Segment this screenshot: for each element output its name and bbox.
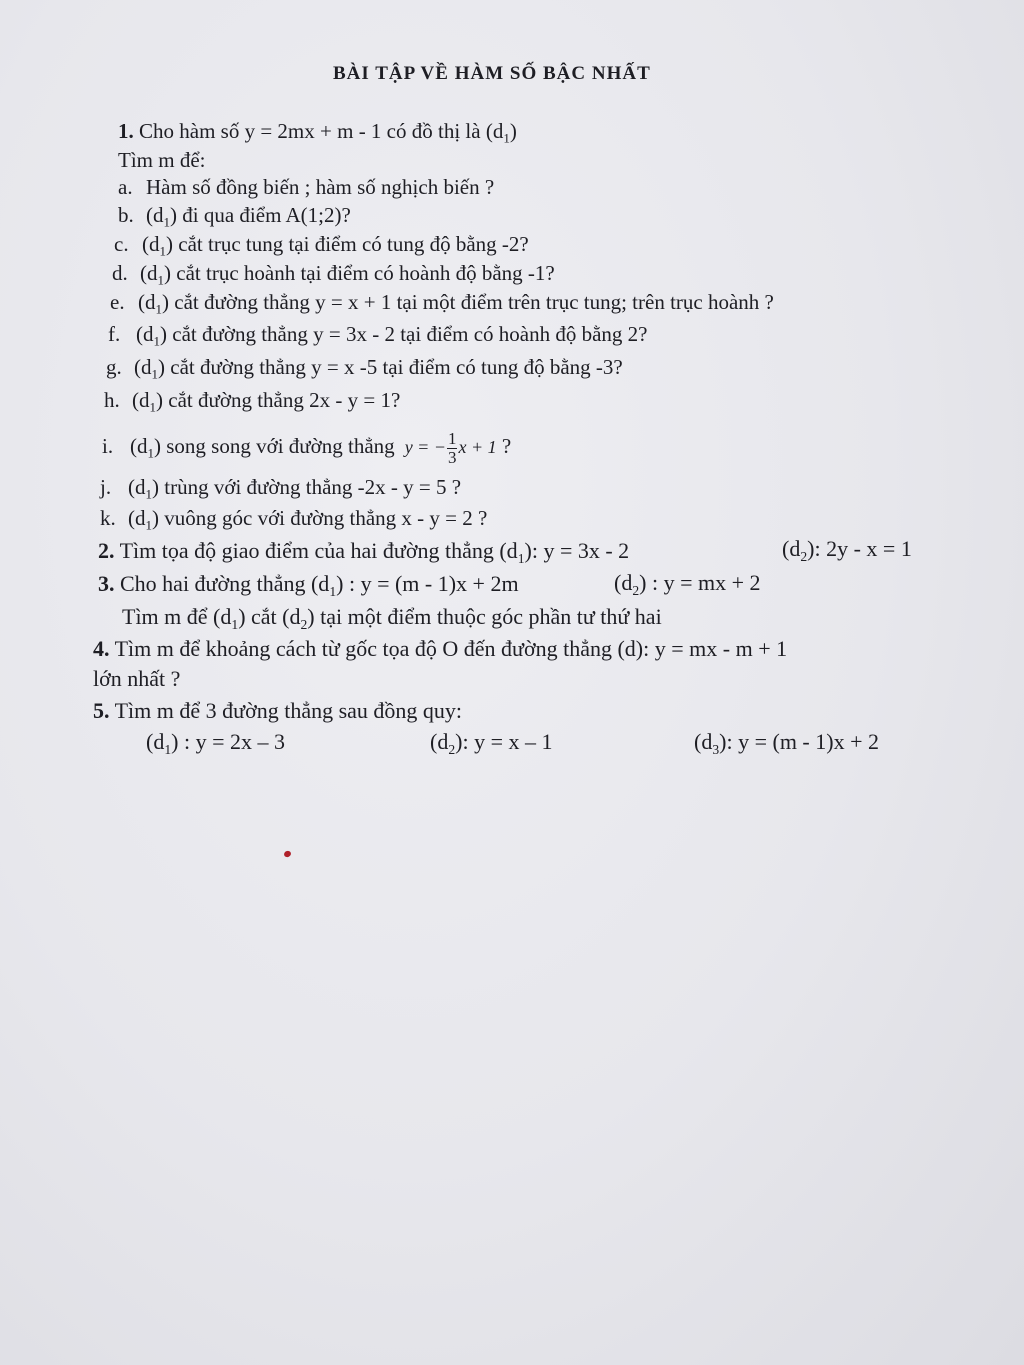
q1-item [104,388,401,415]
q5-d1-sub: 1 [164,741,172,757]
q1-item-text: ) cắt đường thẳng y = 3x - 2 tại điểm có hoành độ bằng 2? [160,322,648,346]
page-title: BÀI TẬP VỀ HÀM SỐ BẬC NHẤT [333,63,651,84]
q3-line2-b: ) cắt (d [238,604,301,629]
q1-item-math-prefix: y = − [404,437,446,458]
q5-text: Tìm m để 3 đường thẳng sau đồng quy: [114,698,463,723]
q3-d2-pre: (d [614,570,633,595]
q3-line2-c: ) tại một điểm thuộc góc phần tư thứ hai [307,604,662,629]
q3-d2-post: ) : y = mx + 2 [639,570,761,595]
q2-text: Tìm tọa độ giao điểm của hai đường thẳng (d [119,538,518,563]
q1-item-label: h. [104,388,120,412]
q1-item-label: a. [118,175,133,199]
q1-item-text: ) vuông góc với đường thẳng x - y = 2 ? [152,506,488,530]
q1-item-d-sub: 1 [159,243,167,259]
q3-line2-sub1: 1 [231,616,239,632]
q1-item [108,322,648,349]
q1-item [102,430,511,467]
q1-item-d-sub: 1 [145,486,153,502]
q1-item-d-prefix: (d [132,388,150,412]
q3-d2 [614,570,761,598]
q1-item-label: g. [106,355,122,379]
q1-item-text: ) cắt đường thẳng y = x + 1 tại một điểm trên trục tung; trên trục hoành ? [162,290,774,314]
q2-d2-post: ): 2y - x = 1 [807,536,912,561]
q1-stem-close: ) [509,119,517,143]
q5-d3-sub: 3 [712,741,720,757]
q5-d2-post: ): y = x – 1 [455,729,553,754]
q1-find: Tìm m để: [118,148,206,172]
q5-d1-pre: (d [146,729,165,754]
q1-item [106,355,623,382]
q1-item [118,177,494,198]
q1-item-label: i. [102,434,114,459]
q1-item-d-prefix: (d [128,506,146,530]
q1-item-d-prefix: (d [134,355,152,379]
q3-text-b: ) : y = (m - 1)x + 2m [336,571,519,596]
q1-item-d-sub: 1 [149,399,157,415]
q2-text-b: ): y = 3x - 2 [524,538,630,563]
q1-item [100,506,488,533]
q1-item-d-prefix: (d [140,261,158,285]
q3-d2-sub: 2 [632,582,640,598]
q1-stem-text: Cho hàm số y = 2mx + m - 1 có đồ thị là (d [139,119,504,143]
q1-item [114,232,529,259]
q3-line2-a: Tìm m để (d [122,604,232,629]
q3-number: 3. [98,571,115,596]
q1-item-text: ) cắt đường thẳng 2x - y = 1? [156,388,401,412]
q1-item-d-sub: 1 [145,517,153,533]
q1-item [110,290,774,317]
q5-d1 [146,729,285,757]
q3-text: Cho hai đường thẳng (d [120,571,330,596]
q1-item-label: c. [114,232,129,256]
q3-sub1: 1 [329,583,337,599]
q1-item-math-suffix: x + 1 [458,437,497,458]
q4-line2: lớn nhất ? [93,666,181,691]
q1-item-d-sub: 1 [157,272,165,288]
q1-stem-sub: 1 [503,130,510,146]
q2-line [98,538,630,566]
q1-number: 1. [118,119,134,143]
q1-item-d-prefix: (d [146,203,164,227]
q1-item-d-sub: 1 [153,333,161,349]
fraction-numerator: 1 [447,429,457,448]
q2-d2-pre: (d [782,536,801,561]
q2-d2-sub: 2 [800,548,808,564]
q2-d2 [782,536,912,564]
q1-item-label: j. [100,475,112,499]
q1-item-d-sub: 1 [151,366,159,382]
q5-d3 [694,729,879,757]
q1-item-text: ) cắt trục hoành tại điểm có hoành độ bằng -1? [164,261,555,285]
q1-item-d-prefix: (d [138,290,156,314]
q1-item-label: f. [108,322,121,346]
q1-item-label: d. [112,261,128,285]
q3-line2-sub2: 2 [300,616,308,632]
q5-d3-post: ): y = (m - 1)x + 2 [719,729,879,754]
q5-d3-pre: (d [694,729,713,754]
q1-stem [118,119,517,146]
q1-item-text: ) song song với đường thẳng [154,434,395,459]
q1-item-d-prefix: (d [136,322,154,346]
q5-line [93,700,462,722]
q1-item-d-sub: 1 [147,445,155,461]
fraction [447,430,458,467]
q1-item-text: ) cắt trục tung tại điểm có tung độ bằng -2? [166,232,529,256]
q1-item-d-sub: 1 [155,301,163,317]
q1-item-label: b. [118,203,134,227]
q5-d2-pre: (d [430,729,449,754]
q1-item [118,203,351,230]
q4-number: 4. [93,636,110,661]
q3-line [98,571,519,599]
q4-text: Tìm m để khoảng cách từ gốc tọa độ O đến đường thẳng (d): y = mx - m + 1 [114,636,788,661]
q1-item-d-sub: 1 [163,214,171,230]
q5-number: 5. [93,698,110,723]
q1-item [112,261,555,288]
q2-number: 2. [98,538,115,563]
q1-item-label: e. [110,290,125,314]
q1-item-text: Hàm số đồng biến ; hàm số nghịch biến ? [146,175,495,199]
q1-item-d-prefix: (d [128,475,146,499]
q5-d2-sub: 2 [448,741,456,757]
q5-d2 [430,729,553,757]
q2-sub1: 1 [517,550,525,566]
fraction-denominator: 3 [447,447,457,467]
q3-line2 [122,604,662,632]
q1-item-d-prefix: (d [130,434,148,459]
q1-item-text: ) cắt đường thẳng y = x -5 tại điểm có tung độ bằng -3? [158,355,623,379]
q5-d1-post: ) : y = 2x – 3 [171,729,285,754]
q1-item-label: k. [100,506,116,530]
q1-item-tail: ? [496,434,512,459]
q4-line [93,638,787,660]
q1-item-text: ) trùng với đường thẳng -2x - y = 5 ? [152,475,462,499]
q1-item [100,475,462,502]
q1-item-text: ) đi qua điểm A(1;2)? [170,203,351,227]
q1-item-d-prefix: (d [142,232,160,256]
